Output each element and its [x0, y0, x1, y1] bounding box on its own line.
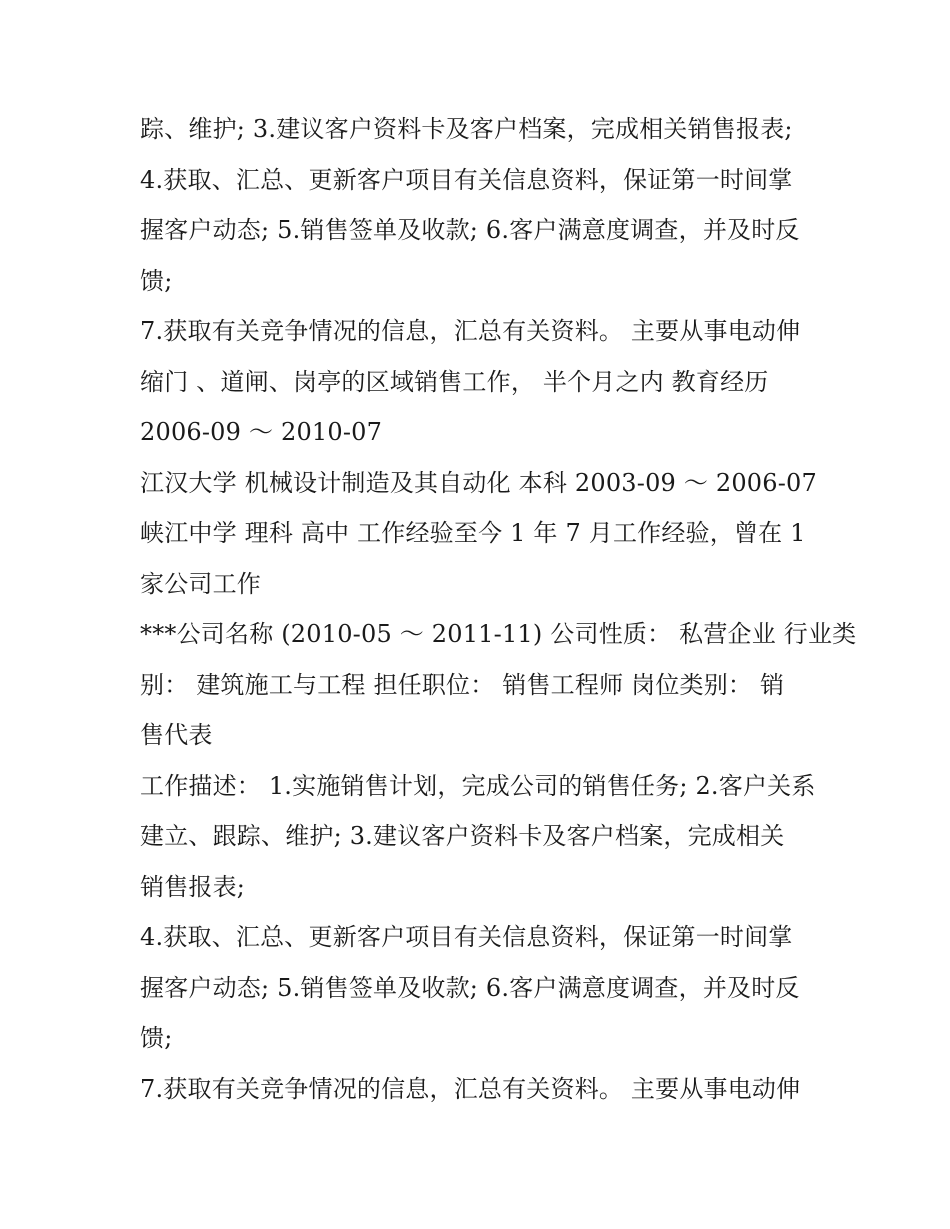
- text-line: 7.获取有关竞争情况的信息，汇总有关资料。 主要从事电动伸: [140, 1074, 801, 1103]
- text-line: 工作描述： 1.实施销售计划，完成公司的销售任务; 2.客户关系: [140, 771, 816, 800]
- text-line: 销售报表;: [140, 872, 246, 901]
- text-line: 江汉大学 机械设计制造及其自动化 本科 2003-09 ～ 2006-07: [140, 468, 817, 497]
- text-line: 售代表: [140, 721, 213, 749]
- document-body: [140, 104, 857, 1114]
- text-line: 握客户动态; 5.销售签单及收款; 6.客户满意度调查，并及时反: [140, 216, 800, 244]
- text-line: 别： 建筑施工与工程 担任职位： 销售工程师 岗位类别： 销: [140, 670, 785, 699]
- text-line: 峡江中学 理科 高中 工作经验至今 1 年 7 月工作经验，曾在 1: [140, 519, 806, 547]
- text-line: 2006-09 ～ 2010-07: [140, 418, 383, 446]
- text-line: 4.获取、汇总、更新客户项目有关信息资料，保证第一时间掌: [140, 165, 793, 194]
- text-line: 缩门 、道闸、岗亭的区域销售工作， 半个月之内 教育经历: [140, 367, 769, 396]
- text-line: 握客户动态; 5.销售签单及收款; 6.客户满意度调查，并及时反: [140, 973, 800, 1002]
- text-line: 馈;: [140, 1024, 173, 1052]
- text-line: 馈;: [140, 266, 173, 295]
- text-line: 踪、维护; 3.建议客户资料卡及客户档案，完成相关销售报表;: [140, 115, 793, 143]
- text-line: ***公司名称 (2010-05 ～ 2011-11) 公司性质： 私营企业 行业类: [140, 620, 857, 648]
- text-line: 7.获取有关竞争情况的信息，汇总有关资料。 主要从事电动伸: [140, 317, 801, 345]
- text-line: 家公司工作: [140, 569, 261, 598]
- text-line: 4.获取、汇总、更新客户项目有关信息资料，保证第一时间掌: [140, 923, 793, 951]
- text-line: 建立、跟踪、维护; 3.建议客户资料卡及客户档案，完成相关: [140, 822, 785, 850]
